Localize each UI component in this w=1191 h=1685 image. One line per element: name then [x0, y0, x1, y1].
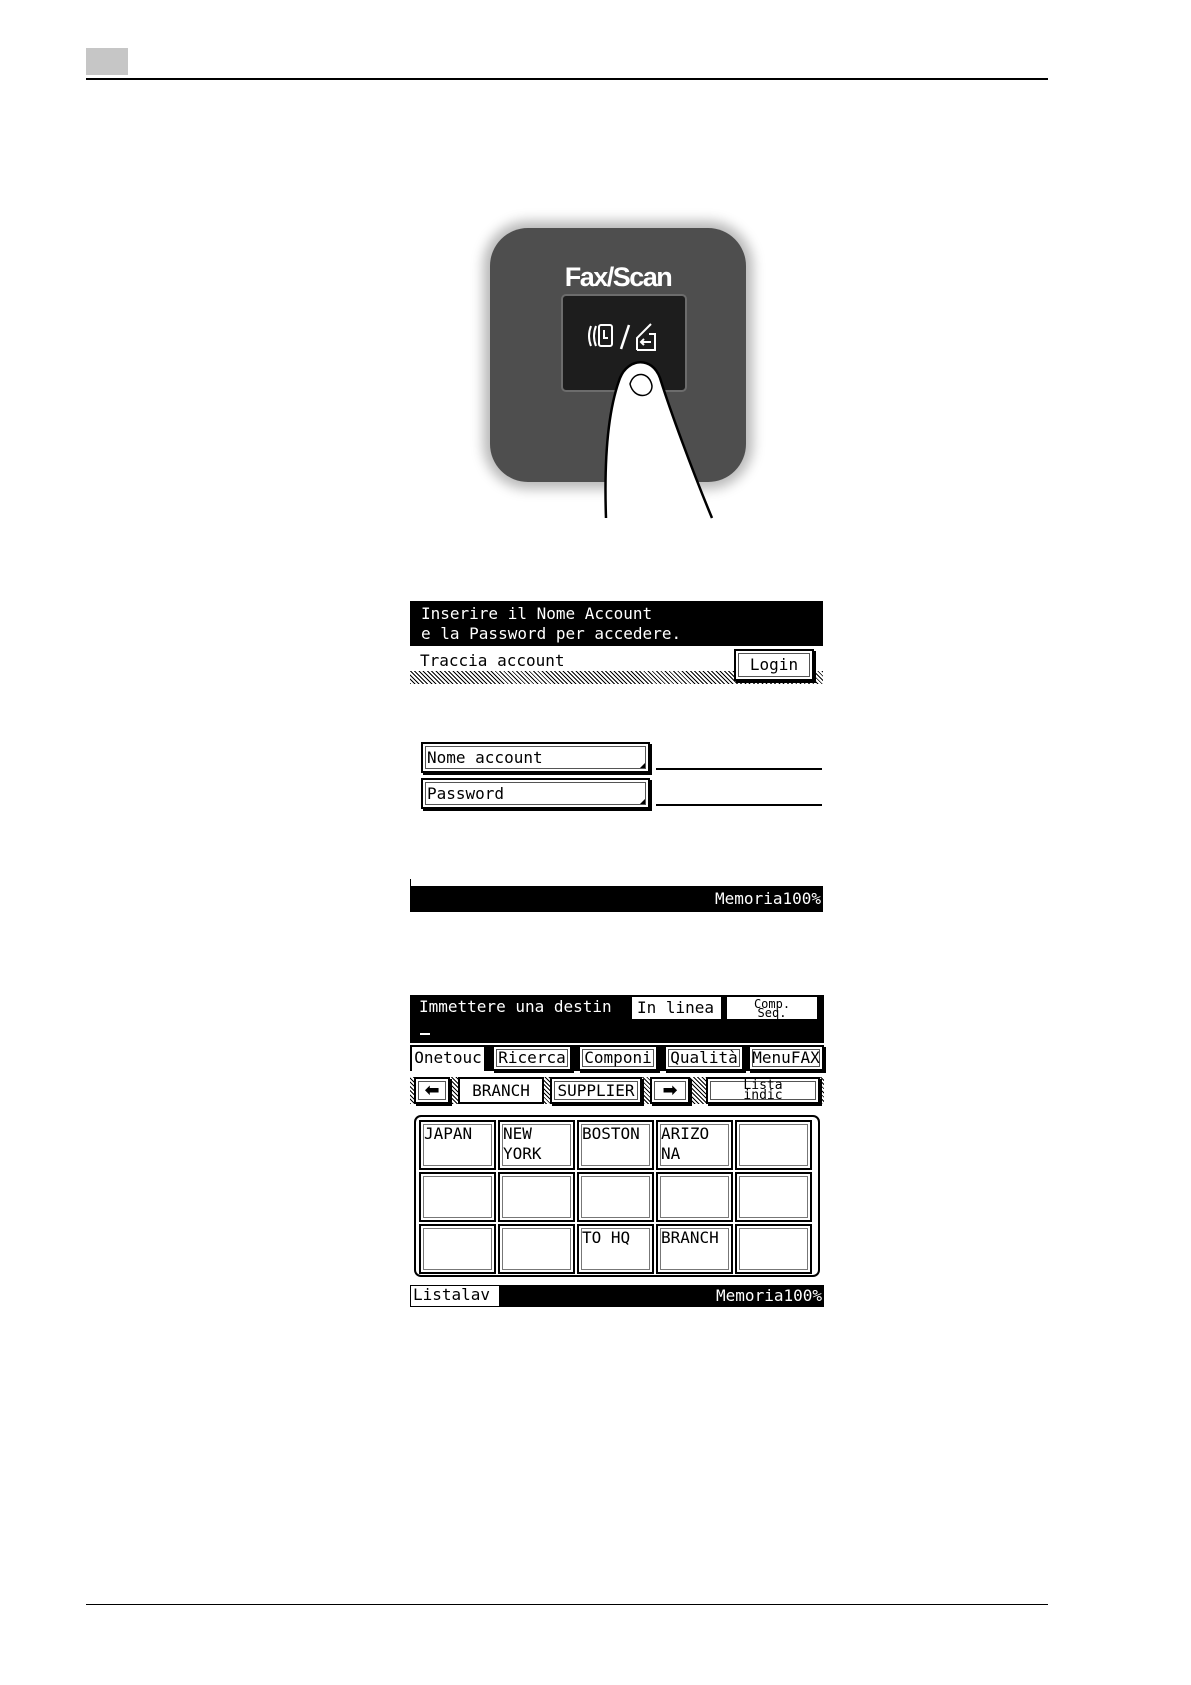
login-button[interactable]: Login — [734, 649, 814, 681]
tab-fax-menu[interactable]: MenuFAX — [748, 1045, 824, 1071]
login-message-bar — [410, 601, 823, 646]
arrow-left-icon[interactable]: ⬅ — [414, 1077, 450, 1104]
group-tab-branch[interactable]: BRANCH — [458, 1077, 544, 1104]
account-name-field — [656, 768, 822, 770]
onetouch-key[interactable] — [498, 1172, 575, 1222]
fax-scan-key-label: Fax/Scan — [564, 262, 672, 292]
login-message-line2: e la Password per accedere. — [421, 624, 682, 643]
onetouch-key[interactable]: BRANCH — [656, 1224, 733, 1274]
onetouch-key[interactable] — [735, 1120, 812, 1170]
account-login-screen — [410, 601, 823, 911]
destination-prompt: Immettere una destin — [419, 997, 612, 1016]
onetouch-key[interactable] — [419, 1172, 496, 1222]
password-field — [656, 804, 822, 806]
onetouch-key[interactable]: NEW YORK — [498, 1120, 575, 1170]
page-number-tab — [86, 48, 128, 75]
onetouch-key[interactable] — [735, 1172, 812, 1222]
tab-search[interactable]: Ricerca — [492, 1045, 572, 1071]
onetouch-key[interactable] — [656, 1172, 733, 1222]
online-button[interactable]: In linea — [632, 997, 721, 1019]
memory-status: Memoria100% — [715, 889, 821, 908]
comp-seq-button[interactable]: Comp. Seq. — [727, 997, 817, 1019]
pointing-finger-illustration — [600, 350, 720, 530]
fax-destination-screen — [410, 995, 824, 1307]
login-message-line1: Inserire il Nome Account — [421, 604, 653, 623]
input-cursor — [420, 1033, 430, 1035]
onetouch-key[interactable]: JAPAN — [419, 1120, 496, 1170]
tab-onetouch[interactable]: Onetouc — [410, 1045, 486, 1071]
onetouch-key[interactable]: TO HQ — [577, 1224, 654, 1274]
memory-status: Memoria100% — [716, 1286, 822, 1305]
onetouch-key[interactable]: BOSTON — [577, 1120, 654, 1170]
onetouch-key[interactable] — [419, 1224, 496, 1274]
arrow-right-icon[interactable]: ➡ — [650, 1077, 690, 1104]
header-rule — [86, 78, 1048, 80]
job-list-button[interactable]: Listalav — [410, 1285, 500, 1307]
password-button[interactable]: Password — [421, 778, 650, 809]
login-status-bar — [410, 886, 823, 912]
footer-rule — [86, 1604, 1048, 1605]
onetouch-key[interactable] — [577, 1172, 654, 1222]
onetouch-key[interactable]: ARIZO NA — [656, 1120, 733, 1170]
account-track-label: Traccia account — [420, 651, 565, 670]
tab-quality[interactable]: Qualità — [664, 1045, 744, 1071]
onetouch-key[interactable] — [498, 1224, 575, 1274]
onetouch-key[interactable] — [735, 1224, 812, 1274]
group-tab-supplier[interactable]: SUPPLIER — [550, 1077, 642, 1104]
tab-dial[interactable]: Componi — [578, 1045, 658, 1071]
index-list-button[interactable]: Lista indic — [706, 1077, 820, 1104]
account-name-button[interactable]: Nome account — [421, 742, 650, 773]
